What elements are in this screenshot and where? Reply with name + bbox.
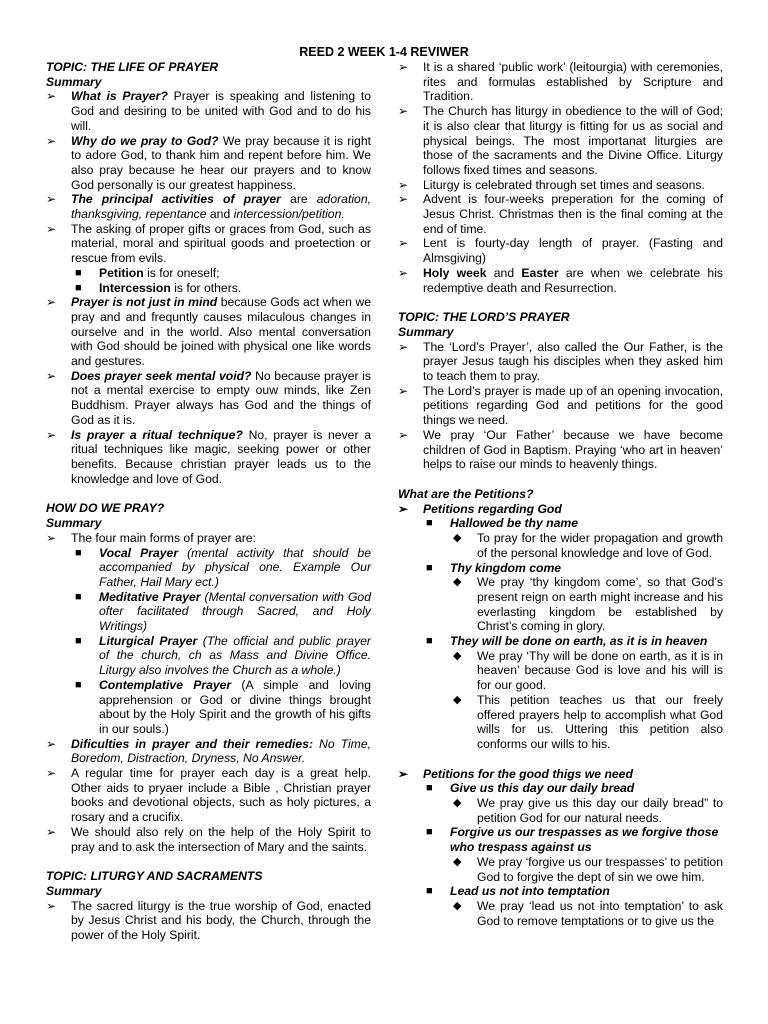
- sub-list-item: ■ Forgive us our trespasses as we forgive those who trespass against us: [426, 825, 719, 855]
- summary-label: Summary: [46, 516, 102, 531]
- arrow-bullet-icon: ➢: [398, 339, 409, 354]
- list-item: ➢ Petitions for the good thigs we need: [398, 766, 633, 781]
- sub-sub-list-item: ◆ This petition teaches us that our freely offered prayers help to accomplish what God wills for us. Uttering this petition also conforms our wills to his.: [453, 692, 723, 751]
- list-item: ➢ Advent is four-weeks preperation for the coming of Jesus Christ. Christmas then is the final coming at the end of time.: [398, 192, 723, 236]
- sub-list-item: ■ Lead us not into temptation: [426, 884, 610, 899]
- diamond-bullet-icon: ◆: [453, 855, 462, 868]
- square-bullet-icon: ■: [426, 517, 433, 530]
- diamond-bullet-icon: ◆: [453, 649, 462, 662]
- arrow-bullet-icon: ➢: [46, 89, 57, 104]
- spacer: [398, 752, 723, 767]
- arrow-bullet-icon: ➢: [46, 530, 57, 545]
- square-bullet-icon: ■: [426, 782, 433, 795]
- sub-list-item: ■ Liturgical Prayer (The official and public prayer of the church, ch as Mass and Divine Office. Liturgy also involves the Church as a whole.): [75, 633, 371, 678]
- square-bullet-icon: ■: [75, 634, 82, 647]
- arrow-bullet-icon: ➢: [46, 824, 57, 839]
- list-item: ➢ What is Prayer? Prayer is speaking and listening to God and desiring to be united with God and to do his will.: [46, 89, 372, 133]
- square-bullet-icon: ■: [426, 885, 433, 898]
- list-item: ➢ The asking of proper gifts or graces from God, such as material, moral and spiritual goods and proetection or rescue from evils.: [46, 221, 371, 266]
- square-bullet-icon: ■: [426, 561, 433, 574]
- list-item: ➢ Holy week and Easter are when we celebrate his redemptive death and Resurrection.: [398, 265, 724, 295]
- arrow-bullet-icon: ➢: [398, 177, 409, 192]
- arrow-bullet-icon: ➢: [398, 265, 409, 280]
- sub-sub-list-item: ◆ We pray give us this day our daily bread” to petition God for our natural needs.: [453, 796, 723, 825]
- section-heading-how-do-we-pray: HOW DO WE PRAY?: [46, 501, 165, 516]
- arrow-bullet-icon: ➢: [46, 192, 57, 207]
- arrow-bullet-icon: ➢: [46, 766, 57, 781]
- sub-list-item: ■ Meditative Prayer (Mental conversation with God ofter facilitated through Sacred, and Holy Writings): [75, 589, 371, 634]
- left-column: [46, 60, 371, 943]
- list-item: ➢ The four main forms of prayer are:: [46, 530, 256, 545]
- list-item: ➢ Is prayer a ritual technique? No, prayer is never a ritual techniques like magic, seeking power or other benefits. Because christian prayer leads us to the knowledge and love of God.: [46, 427, 371, 486]
- section-heading-petitions: What are the Petitions?: [398, 486, 534, 501]
- arrow-bullet-icon: ➢: [46, 133, 57, 148]
- arrow-bullet-icon: ➢: [46, 295, 57, 310]
- sub-list-item: ■ They will be done on earth, as it is in heaven: [426, 634, 708, 649]
- sub-list-item: ■ Petition is for oneself;: [75, 265, 220, 280]
- right-column: [398, 60, 723, 928]
- sub-list-item: ■ Contemplative Prayer (A simple and loving apprehension or God or divine things brought about by the Holy Spirit and the growth of his gifts in our souls.): [75, 677, 371, 736]
- square-bullet-icon: ■: [75, 266, 82, 279]
- list-item: ➢ The Lord’s prayer is made up of an opening invocation, petitions regarding God and petitions for the good things we need.: [398, 383, 723, 428]
- arrow-bullet-icon: ➢: [398, 104, 409, 119]
- sub-list-item: ■ Thy kingdom come: [426, 560, 562, 575]
- arrow-bullet-icon: ➢: [398, 192, 409, 207]
- summary-label: Summary: [398, 324, 454, 339]
- list-item: ➢ The ‘Lord’s Prayer’, also called the Our Father, is the prayer Jesus taugh his disciples when they asked him to teach them to pray.: [398, 339, 723, 384]
- spacer: [46, 854, 371, 869]
- list-item: ➢ Prayer is not just in mind because Gods act when we pray and and frequntly causes milaculous changes in ourselve and in the world. Also mental conversation with God should be joined with physical one like words and gestures.: [46, 295, 371, 369]
- arrow-bullet-icon: ➢: [46, 427, 57, 442]
- sub-list-item: ■ Give us this day our daily bread: [426, 781, 635, 796]
- sub-list-item: ■ Vocal Prayer (mental activity that should be accompanied by physical one. Example Our Father, Hail Mary ect.): [75, 545, 371, 589]
- arrow-bullet-icon: ➢: [46, 368, 57, 383]
- arrow-bullet-icon: ➢: [398, 383, 409, 398]
- spacer: [398, 295, 723, 310]
- section-heading-lords-prayer: TOPIC: THE LORD’S PRAYER: [398, 310, 570, 325]
- list-item: ➢ Liturgy is celebrated through set times and seasons.: [398, 177, 705, 192]
- list-item: ➢ Why do we pray to God? We pray because it is right to adore God, to thank him and repent before him. We also pray because he hear our prayers and to know God personally is our greatest happiness.: [46, 133, 371, 192]
- sub-list-item: ■ Intercession is for others.: [75, 280, 242, 295]
- arrow-bullet-icon: ➢: [398, 501, 409, 516]
- diamond-bullet-icon: ◆: [453, 797, 462, 810]
- list-item: ➢ Dificulties in prayer and their remedies: No Time, Boredom, Distraction, Dryness, No Answer.: [46, 736, 371, 766]
- list-item: ➢ It is a shared ‘public work’ (leitourgia) with ceremonies, rites and formulas established by Scripture and Tradition.: [398, 60, 723, 104]
- summary-label: Summary: [46, 74, 102, 89]
- list-item: ➢ We should also rely on the help of the Holy Spirit to pray and to ask the intersection of Mary and the saints.: [46, 824, 371, 854]
- section-heading-life-of-prayer: TOPIC: THE LIFE OF PRAYER: [46, 60, 219, 74]
- square-bullet-icon: ■: [75, 590, 82, 603]
- list-item: ➢ The principal activities of prayer are adoration, thanksgiving, repentance and intercession/petition.: [46, 192, 371, 222]
- summary-label: Summary: [46, 883, 102, 898]
- diamond-bullet-icon: ◆: [453, 576, 462, 589]
- arrow-bullet-icon: ➢: [46, 221, 57, 236]
- arrow-bullet-icon: ➢: [398, 60, 409, 74]
- diamond-bullet-icon: ◆: [453, 532, 462, 545]
- spacer: [398, 472, 723, 487]
- spacer: [46, 486, 371, 501]
- section-heading-liturgy: TOPIC: LITURGY AND SACRAMENTS: [46, 869, 263, 884]
- sub-sub-list-item: ◆ We pray ‘forgive us our trespasses’ to petition God to forgive the dept of sin we owe him.: [453, 854, 723, 884]
- list-item: ➢ The Church has liturgy in obedience to the will of God; it is also clear that liturgy is fitting for us as social and physical beings. The most importanat liturgies are those of the sacraments and the Divine Office. Liturgy follows fixed times and seasons.: [398, 104, 723, 177]
- list-item: ➢ Lent is fourty-day length of prayer. (Fasting and Almsgiving): [398, 236, 723, 266]
- square-bullet-icon: ■: [426, 635, 433, 648]
- list-item: ➢ A regular time for prayer each day is a great help. Other aids to pryaer include a Bible , Christian prayer books and devotional objects, such as holy pictures, a rosary and a crucifix.: [46, 766, 371, 825]
- list-item: ➢ Petitions regarding God: [398, 501, 562, 516]
- sub-sub-list-item: ◆ To pray for the wider propagation and growth of the personal knowledge and love of God.: [453, 531, 723, 560]
- sub-sub-list-item: ◆ We pray ‘thy kingdom come’, so that God’s present reign on earth might increase and his everlasting kingdom be established by Christ’s coming in glory.: [453, 575, 723, 634]
- diamond-bullet-icon: ◆: [453, 899, 462, 912]
- arrow-bullet-icon: ➢: [398, 236, 409, 251]
- sub-list-item: ■ Hallowed be thy name: [426, 516, 578, 531]
- diamond-bullet-icon: ◆: [453, 693, 462, 706]
- square-bullet-icon: ■: [75, 546, 82, 559]
- square-bullet-icon: ■: [426, 826, 433, 839]
- square-bullet-icon: ■: [75, 281, 82, 294]
- sub-sub-list-item: ◆ We pray ‘lead us not into temptation’ to ask God to remove temptations or to give us the: [453, 898, 723, 928]
- arrow-bullet-icon: ➢: [398, 766, 409, 781]
- sub-sub-list-item: ◆ We pray ‘Thy will be done on earth, as it is in heaven’ because God is love and his will is for our good.: [453, 648, 723, 693]
- list-item: ➢ We pray ‘Our Father’ because we have become children of God in Baptism. Praying ‘who art in heaven’ helps to raise our minds to heavenly things.: [398, 427, 723, 472]
- list-item: ➢ Does prayer seek mental void? No because prayer is not a mental exercise to empty ouw minds, like Zen Buddhism. Prayer always has God and the things of God as it is.: [46, 368, 371, 427]
- list-item: ➢ The sacred liturgy is the true worship of God, enacted by Jesus Christ and his body, the Church, through the power of the Holy Spirit.: [46, 898, 371, 943]
- arrow-bullet-icon: ➢: [46, 898, 57, 913]
- page-title: REED 2 WEEK 1-4 REVIWER: [299, 45, 469, 59]
- square-bullet-icon: ■: [75, 678, 82, 691]
- arrow-bullet-icon: ➢: [46, 736, 57, 751]
- arrow-bullet-icon: ➢: [398, 427, 409, 442]
